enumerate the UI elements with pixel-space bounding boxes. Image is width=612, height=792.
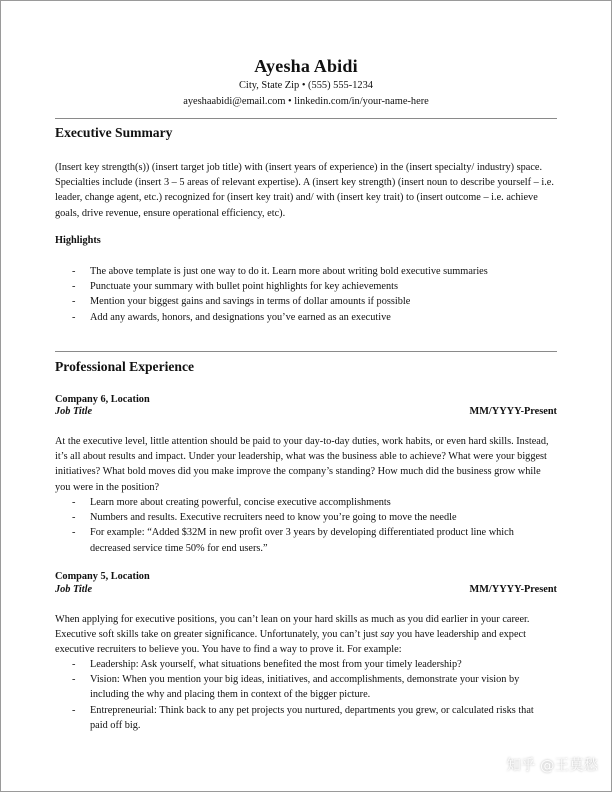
list-marker: - (72, 497, 76, 508)
candidate-name: Ayesha Abidi (254, 56, 358, 76)
list-marker: - (72, 674, 76, 686)
list-item: - Add any awards, honors, and designations you’ve earned as an executive (72, 310, 552, 325)
list-marker: - (72, 527, 76, 539)
list-item: - The above template is just one way to do it. Learn more about writing bold executive summaries (72, 264, 552, 279)
list-marker: - (72, 296, 76, 308)
list-item: - Vision: When you mention your big ideas, initiatives, and accomplishments, demonstrate your vision by including the why and placing them in context of the bigger picture. (72, 674, 520, 701)
job-bullets (72, 495, 552, 556)
highlights-heading: Highlights (55, 235, 101, 246)
list-marker: - (72, 659, 76, 670)
section-divider (55, 351, 557, 352)
job-bullets (72, 657, 552, 733)
executive-summary-paragraph: (Insert key strength(s)) (insert target job title) with (insert years of experience) in the (insert specialty/ industry) space. Specialties include (insert 3 – 5 areas of relevant expertise). A (insert key strength) (insert noun to describe yourself – i.e. leader, change agent, etc.) recognized for (insert key trait) and/ with (insert key trait) to (insert outcome – i.e. achieve goals, drive revenue, ensure operational efficiency, etc). (55, 162, 554, 219)
list-marker: - (72, 512, 76, 524)
company-name: Company 5, Location (55, 571, 150, 582)
section-divider (55, 118, 557, 119)
job-dates: MM/YYYY-Present (469, 406, 557, 417)
list-item: - Learn more about creating powerful, concise executive accomplishments (72, 495, 552, 510)
list-item: - Mention your biggest gains and savings in terms of dollar amounts if possible (72, 294, 552, 309)
list-marker: - (72, 311, 76, 323)
list-item: - For example: “Added $32M in new profit over 3 years by developing differentiated product line which decreased service time 50% for end users.” (72, 527, 514, 554)
highlights-list (72, 264, 552, 325)
job-title-row (55, 406, 557, 420)
list-marker: - (72, 266, 76, 277)
company-name: Company 6, Location (55, 394, 150, 405)
list-item: - Leadership: Ask yourself, what situations benefited the most from your timely leadership? (72, 657, 552, 672)
list-marker: - (72, 281, 76, 293)
job-title-row (55, 584, 557, 598)
zhihu-watermark: 知乎 @王莫愁 (506, 758, 598, 774)
job-description: At the executive level, little attention should be paid to your day-to-day duties, work habits, or even hard skills. Instead, it’s all about results and impact. Under your leadership, what was the business able to achieve? What were your biggest initiatives? What bold moves did you make improve the company’s standing? How much did the business grow while you were in the position? (55, 436, 549, 493)
job-title: Job Title (55, 406, 93, 417)
contact-location-phone: City, State Zip • (555) 555-1234 (239, 80, 373, 91)
list-item: - Numbers and results. Executive recruiters need to know you’re going to move the needle (72, 510, 552, 525)
executive-summary-heading: Executive Summary (55, 125, 173, 140)
list-marker: - (72, 704, 76, 716)
contact-email-linkedin: ayeshaabidi@email.com • linkedin.com/in/your-name-here (183, 96, 429, 107)
job-title: Job Title (55, 584, 93, 595)
list-item: - Entrepreneurial: Think back to any pet projects you nurtured, departments you grew, or calculated risks that paid off big. (72, 704, 534, 731)
list-item: - Punctuate your summary with bullet point highlights for key achievements (72, 279, 552, 294)
job-description: When applying for executive positions, you can’t lean on your hard skills as much as you did earlier in your career. Executive soft skills take on greater significance. Unfortunately, you can’t just say you have leadership and expect executive recruiters to believe you. You have to find a way to prove it. For example: (55, 614, 530, 656)
job-dates: MM/YYYY-Present (469, 584, 557, 595)
professional-experience-heading: Professional Experience (55, 359, 195, 374)
